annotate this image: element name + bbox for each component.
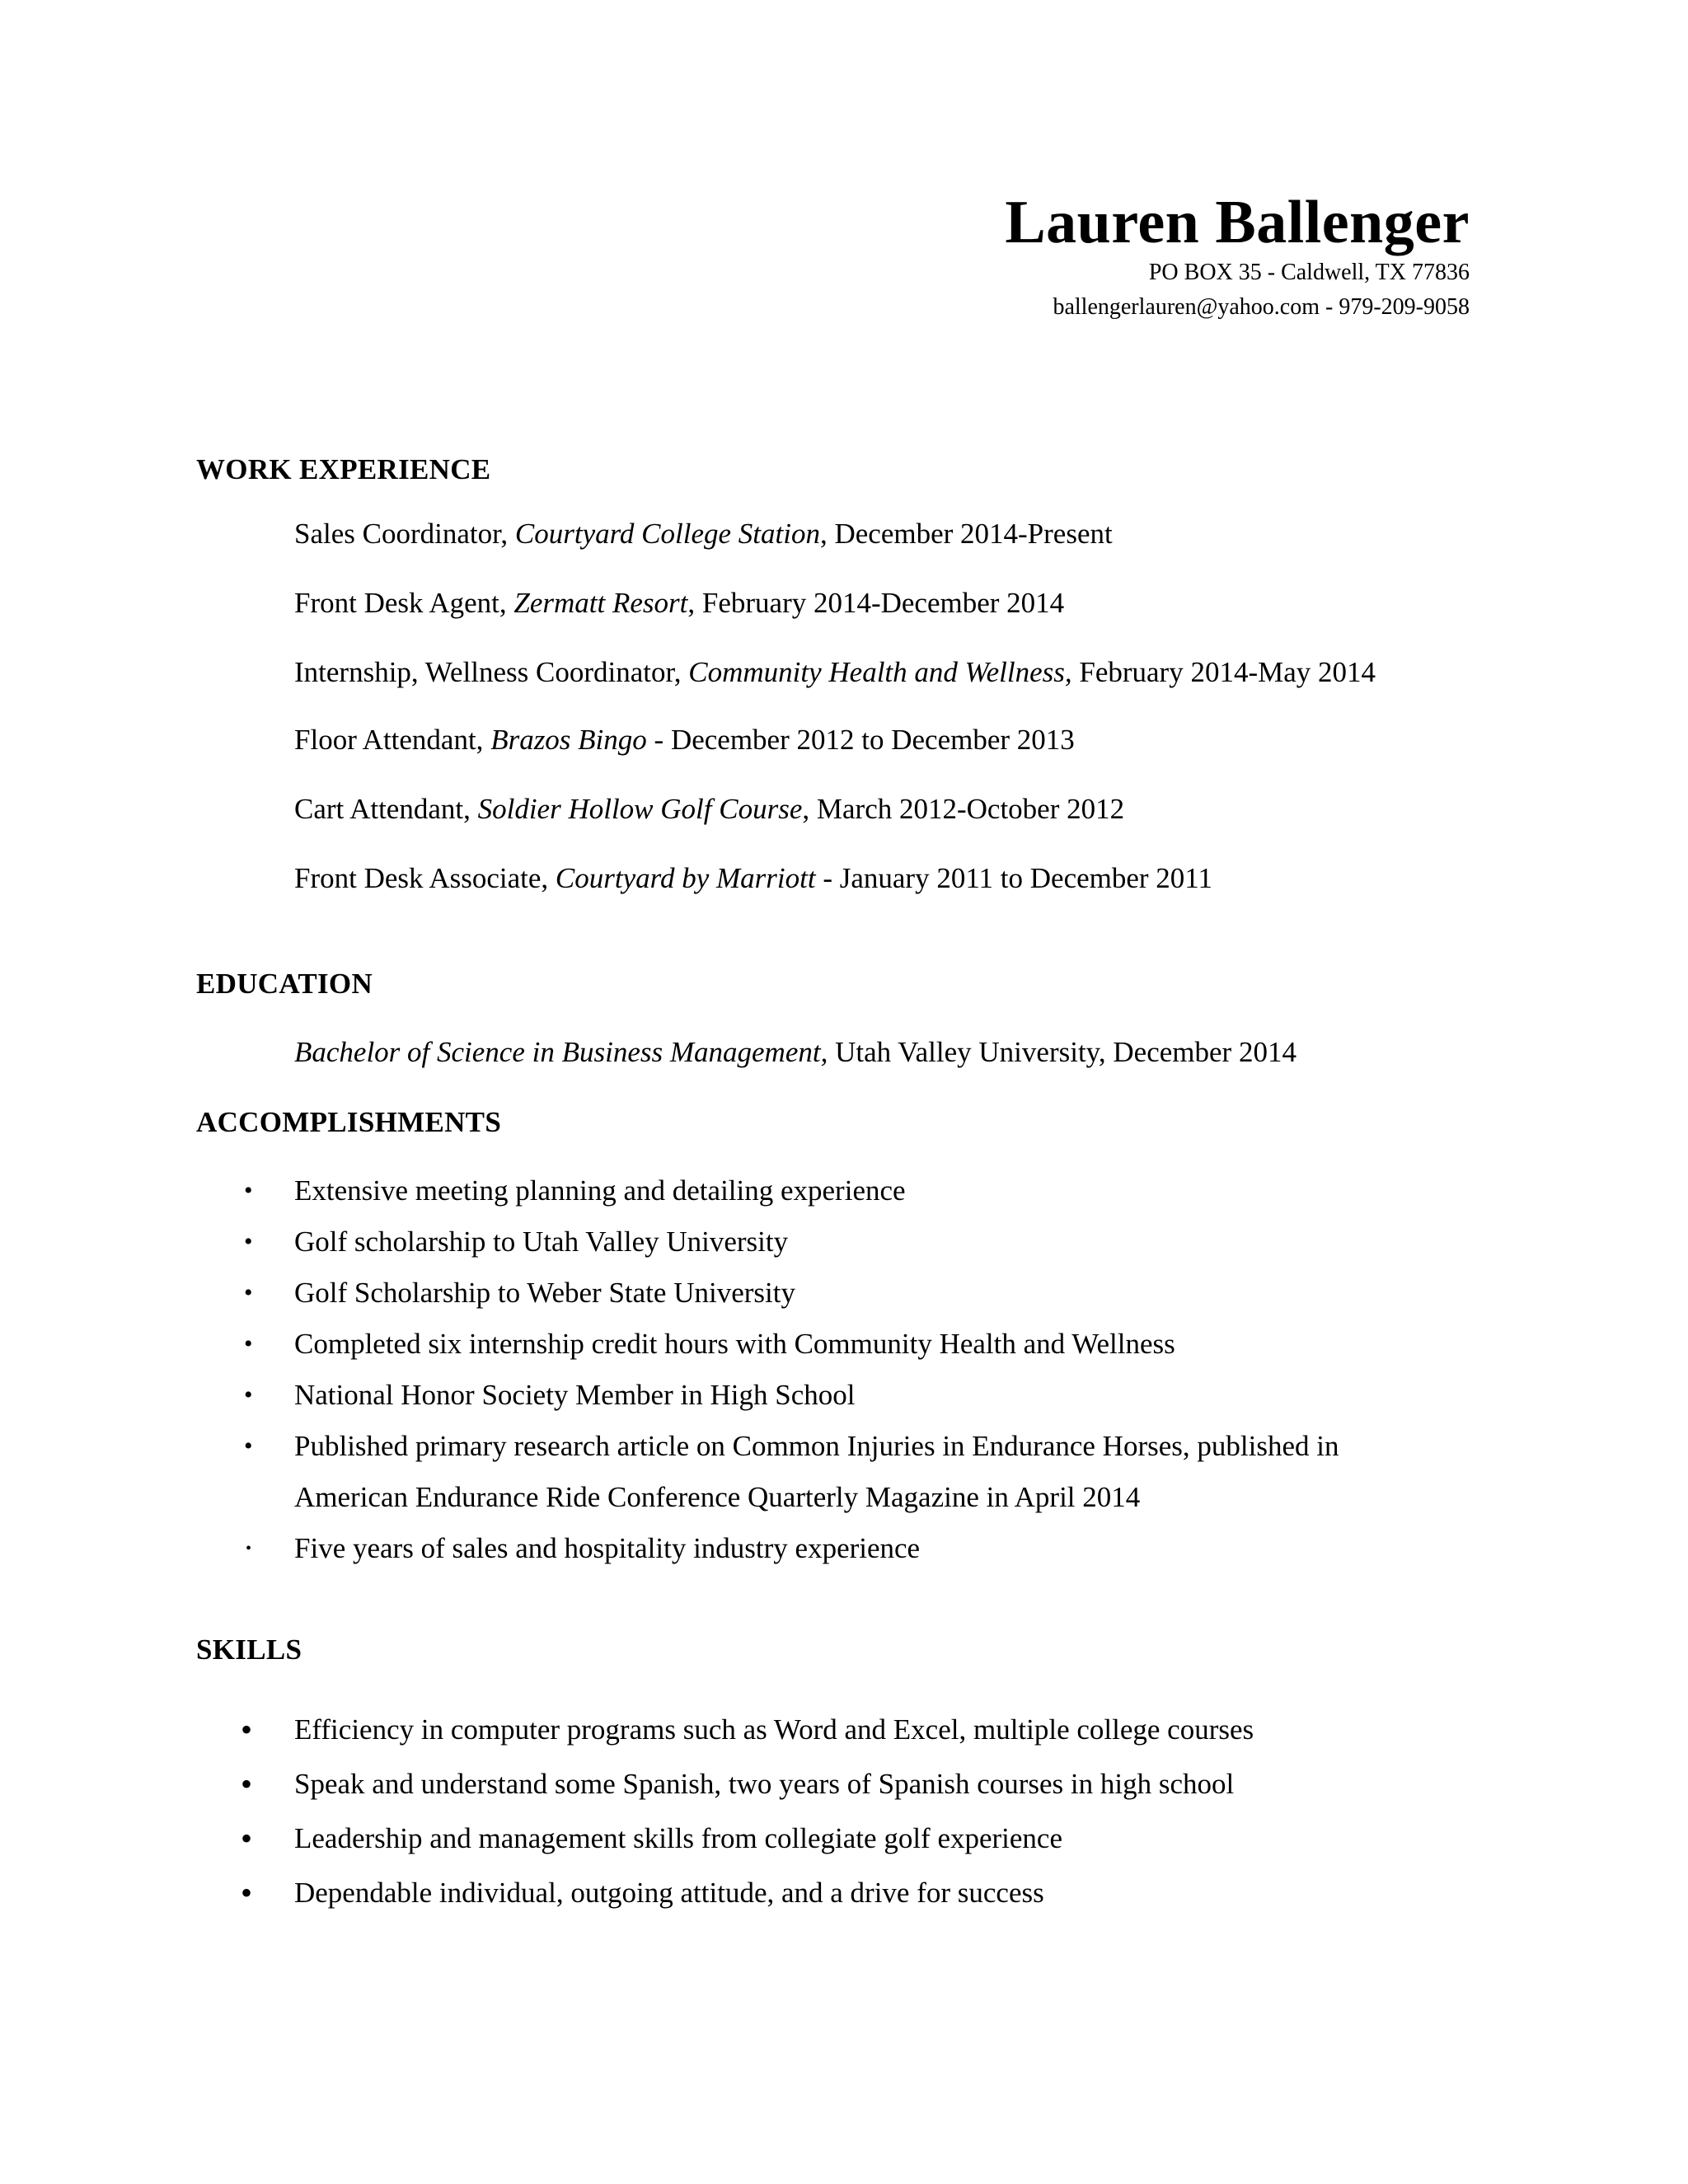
work-entry bbox=[294, 862, 1212, 895]
bullet-icon: • bbox=[244, 1279, 253, 1306]
work-dates: , March 2012-October 2012 bbox=[802, 793, 1125, 825]
list-item: • Golf Scholarship to Weber State University bbox=[239, 1268, 1339, 1319]
work-role: Floor Attendant, bbox=[294, 724, 491, 756]
bullet-icon: • bbox=[244, 1228, 253, 1255]
work-org: Courtyard by Marriott bbox=[555, 862, 816, 894]
list-item: • Dependable individual, outgoing attitude, and a drive for success bbox=[239, 1866, 1254, 1920]
work-org: Community Health and Wellness, bbox=[688, 656, 1072, 688]
accomplishments-list bbox=[239, 1165, 1339, 1574]
list-item: • Golf scholarship to Utah Valley University bbox=[239, 1216, 1339, 1268]
list-item: • Published primary research article on Common Injuries in Endurance Horses, published in bbox=[239, 1421, 1339, 1472]
bullet-icon: • bbox=[244, 1330, 253, 1357]
work-org: Soldier Hollow Golf Course bbox=[477, 793, 803, 825]
work-entry bbox=[294, 793, 1124, 826]
work-org: Brazos Bingo bbox=[490, 724, 647, 756]
work-experience-heading: WORK EXPERIENCE bbox=[196, 453, 491, 485]
work-entry bbox=[294, 587, 1064, 620]
bullet-icon: • bbox=[241, 1765, 253, 1802]
list-item: • Speak and understand some Spanish, two years of Spanish courses in high school bbox=[239, 1757, 1254, 1811]
work-entry bbox=[294, 656, 1376, 689]
list-item: • Efficiency in computer programs such as Word and Excel, multiple college courses bbox=[239, 1703, 1254, 1757]
education-heading: EDUCATION bbox=[196, 968, 373, 1000]
list-item: • Five years of sales and hospitality industry experience bbox=[239, 1523, 1339, 1574]
work-role: Sales Coordinator, bbox=[294, 518, 515, 550]
resume-header bbox=[1005, 191, 1470, 325]
list-item: • Leadership and management skills from collegiate golf experience bbox=[239, 1811, 1254, 1866]
work-dates: - December 2012 to December 2013 bbox=[646, 724, 1075, 756]
work-dates: - January 2011 to December 2011 bbox=[815, 862, 1212, 894]
work-entry bbox=[294, 724, 1075, 757]
work-org: Zermatt Resort bbox=[513, 587, 688, 619]
work-role: Internship, Wellness Coordinator, bbox=[294, 656, 689, 688]
work-org: Courtyard College Station bbox=[514, 518, 820, 550]
work-entry bbox=[294, 518, 1113, 551]
list-item: • Extensive meeting planning and detailing experience bbox=[239, 1165, 1339, 1216]
list-item: • National Honor Society Member in High School bbox=[239, 1370, 1339, 1421]
accomplishments-heading: ACCOMPLISHMENTS bbox=[196, 1106, 502, 1138]
skills-list bbox=[239, 1703, 1254, 1920]
work-dates: , February 2014-December 2014 bbox=[687, 587, 1065, 619]
school-and-date: Utah Valley University, December 2014 bbox=[828, 1036, 1296, 1068]
degree: Bachelor of Science in Business Management, bbox=[294, 1036, 828, 1068]
bullet-icon: • bbox=[244, 1432, 253, 1460]
skills-heading: SKILLS bbox=[196, 1633, 302, 1666]
address-line: PO BOX 35 - Caldwell, TX 77836 bbox=[1148, 259, 1470, 285]
bullet-icon: • bbox=[241, 1874, 253, 1911]
work-role: Cart Attendant, bbox=[294, 793, 478, 825]
bullet-icon: • bbox=[244, 1381, 253, 1408]
bullet-icon: • bbox=[241, 1820, 253, 1857]
work-role: Front Desk Agent, bbox=[294, 587, 514, 619]
bullet-icon: • bbox=[244, 1177, 253, 1204]
candidate-name: Lauren Ballenger bbox=[1005, 189, 1470, 256]
email-phone-line: ballengerlauren@yahoo.com - 979-209-9058 bbox=[1053, 293, 1470, 320]
list-item-continuation: American Endurance Ride Conference Quarterly Magazine in April 2014 bbox=[294, 1481, 1141, 1513]
list-item: • Completed six internship credit hours with Community Health and Wellness bbox=[239, 1319, 1339, 1370]
work-role: Front Desk Associate, bbox=[294, 862, 556, 894]
work-dates: February 2014-May 2014 bbox=[1071, 656, 1376, 688]
bullet-icon: • bbox=[246, 1540, 252, 1558]
work-dates: , December 2014-Present bbox=[819, 518, 1113, 550]
bullet-icon: • bbox=[241, 1711, 253, 1748]
education-entry bbox=[294, 1036, 1296, 1069]
